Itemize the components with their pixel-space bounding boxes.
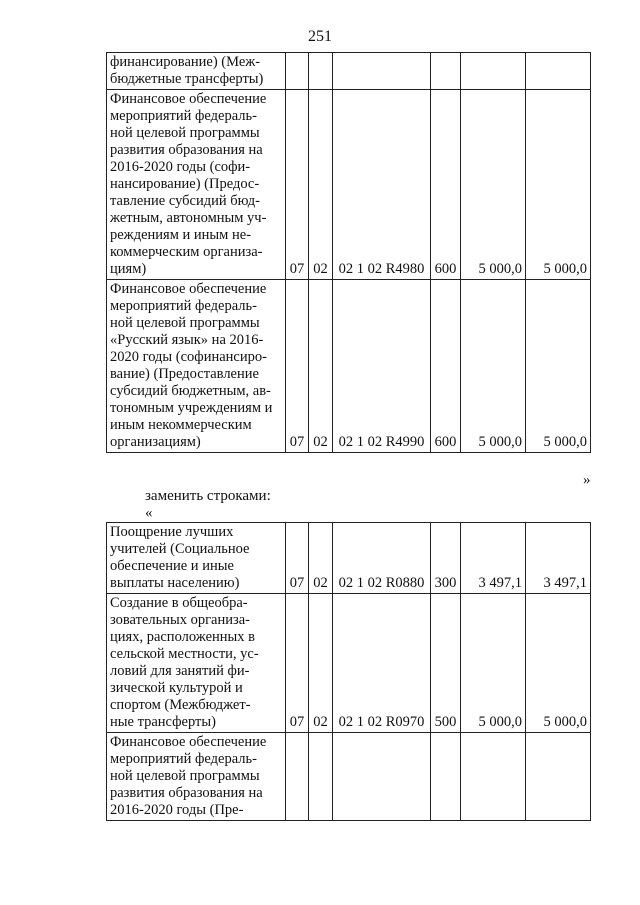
target-article-cell: 02 1 02 R4980 [333, 90, 431, 280]
item-name-line: ной целевой программы [110, 315, 260, 331]
item-name-line: выплаты населению) [110, 575, 240, 591]
item-name-line: коммерческим организа- [110, 244, 263, 260]
budget-table-original [106, 52, 591, 453]
amount-year1-cell: 5 000,0 [461, 280, 526, 453]
expense-type-cell: 500 [431, 594, 461, 733]
target-article-cell: 02 1 02 R0970 [333, 594, 431, 733]
item-name-line: «Русский язык» на 2016- [110, 332, 264, 348]
section-code-cell: 07 [286, 90, 309, 280]
item-name-line: зовательных организа- [110, 612, 251, 628]
expense-type-cell: 300 [431, 523, 461, 594]
target-article-cell: 02 1 02 R4990 [333, 280, 431, 453]
amount-year2-cell: 5 000,0 [526, 90, 591, 280]
item-name-line: иным некоммерческим [110, 417, 252, 433]
amount-year1-cell: 5 000,0 [461, 594, 526, 733]
item-name-line: ной целевой программы [110, 768, 260, 784]
subsection-code-cell [309, 53, 333, 90]
item-name-line: циях, расположенных в [110, 629, 255, 645]
target-article-cell: 02 1 02 R0880 [333, 523, 431, 594]
item-name-line: Финансовое обеспечение [110, 91, 267, 107]
item-name-line: мероприятий федераль- [110, 298, 257, 314]
closing-quote: » [583, 472, 591, 488]
item-name-line: сельской местности, ус- [110, 646, 259, 662]
amount-year1-cell [461, 733, 526, 821]
table-row [107, 523, 591, 594]
item-name-line: Финансовое обеспечение [110, 281, 267, 297]
item-name-line: бюджетные трансферты) [110, 71, 264, 87]
table-row [107, 733, 591, 821]
page-number: 251 [308, 28, 332, 45]
item-name-line: обеспечение и иные [110, 558, 234, 574]
amount-year1-cell: 3 497,1 [461, 523, 526, 594]
item-name-cell [107, 733, 286, 821]
expense-type-cell [431, 733, 461, 821]
target-article-cell [333, 53, 431, 90]
item-name-line: спортом (Межбюджет- [110, 697, 251, 713]
item-name-line: вание) (Предоставление [110, 366, 259, 382]
item-name-line: развития образования на [110, 785, 263, 801]
item-name-line: субсидий бюджетным, ав- [110, 383, 271, 399]
table-row [107, 594, 591, 733]
target-article-cell [333, 733, 431, 821]
item-name-line: мероприятий федераль- [110, 108, 257, 124]
section-code-cell: 07 [286, 523, 309, 594]
subsection-code-cell [309, 733, 333, 821]
item-name-line: 2016-2020 годы (Пре- [110, 802, 244, 818]
table-row [107, 280, 591, 453]
item-name-line: нансирование) (Предос- [110, 176, 260, 192]
amount-year2-cell: 5 000,0 [526, 280, 591, 453]
amount-year1-cell [461, 53, 526, 90]
section-code-cell [286, 53, 309, 90]
item-name-cell [107, 594, 286, 733]
item-name-line: Финансовое обеспечение [110, 734, 267, 750]
item-name-cell [107, 53, 286, 90]
item-name-line: тономным учреждениям и [110, 400, 273, 416]
item-name-line: ной целевой программы [110, 125, 260, 141]
subsection-code-cell: 02 [309, 523, 333, 594]
item-name-line: развития образования на [110, 142, 263, 158]
table-row [107, 90, 591, 280]
item-name-cell [107, 523, 286, 594]
subsection-code-cell: 02 [309, 90, 333, 280]
section-code-cell: 07 [286, 280, 309, 453]
item-name-line: циям) [110, 261, 147, 277]
item-name-line: организациям) [110, 434, 201, 450]
item-name-line: учителей (Социальное [110, 541, 250, 557]
table-row [107, 53, 591, 90]
item-name-line: финансирование) (Меж- [110, 54, 261, 70]
subsection-code-cell: 02 [309, 280, 333, 453]
item-name-line: Создание в общеобра- [110, 595, 248, 611]
section-code-cell [286, 733, 309, 821]
item-name-line: 2016-2020 годы (софи- [110, 159, 251, 175]
amount-year2-cell [526, 733, 591, 821]
replace-instruction: заменить строками: [145, 488, 271, 504]
amount-year2-cell: 5 000,0 [526, 594, 591, 733]
expense-type-cell [431, 53, 461, 90]
item-name-line: ловий для занятий фи- [110, 663, 250, 679]
item-name-line: ные трансферты) [110, 714, 216, 730]
amount-year1-cell: 5 000,0 [461, 90, 526, 280]
item-name-line: реждениям и иным не- [110, 227, 251, 243]
item-name-line: зической культурой и [110, 680, 243, 696]
item-name-line: Поощрение лучших [110, 524, 234, 540]
item-name-cell [107, 90, 286, 280]
expense-type-cell: 600 [431, 90, 461, 280]
section-code-cell: 07 [286, 594, 309, 733]
item-name-line: тавление субсидий бюд- [110, 193, 260, 209]
amount-year2-cell [526, 53, 591, 90]
subsection-code-cell: 02 [309, 594, 333, 733]
item-name-cell [107, 280, 286, 453]
opening-quote: « [145, 505, 153, 521]
item-name-line: жетным, автономным уч- [110, 210, 267, 226]
budget-table-replacement [106, 522, 591, 821]
item-name-line: мероприятий федераль- [110, 751, 257, 767]
expense-type-cell: 600 [431, 280, 461, 453]
item-name-line: 2020 годы (софинансиро- [110, 349, 267, 365]
amount-year2-cell: 3 497,1 [526, 523, 591, 594]
